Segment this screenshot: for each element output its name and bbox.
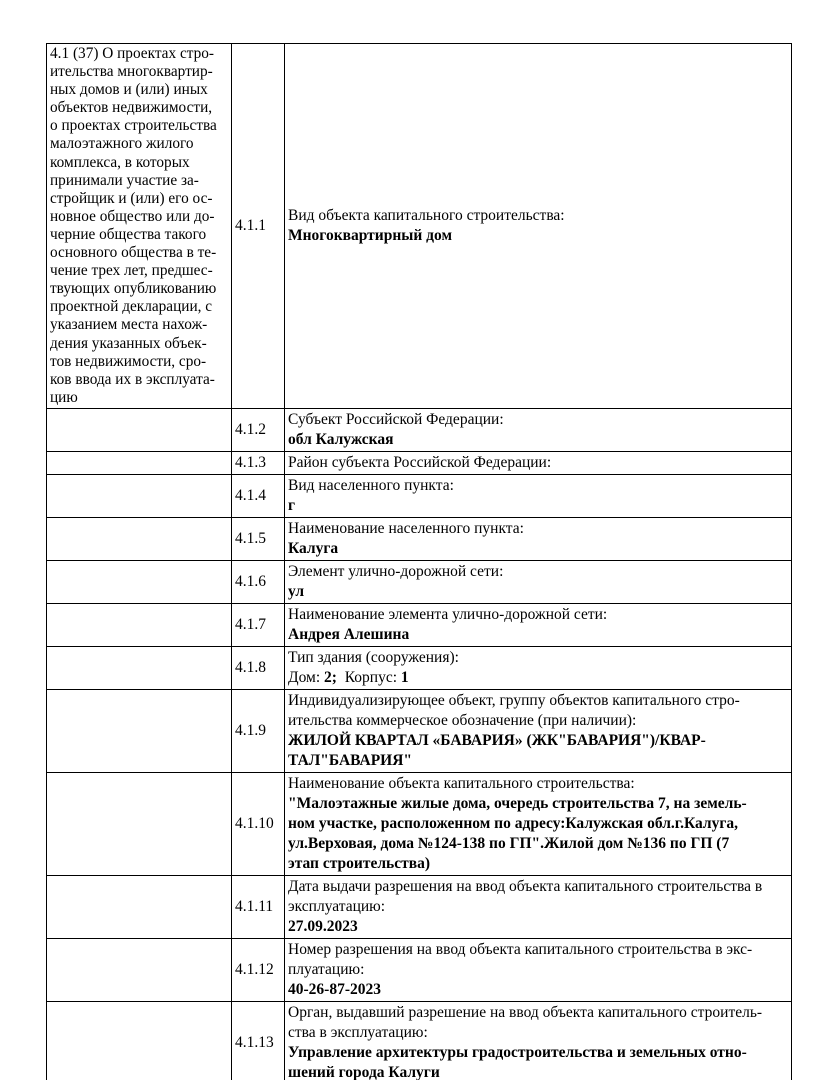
field-value: Многоквартирный дом <box>288 226 453 244</box>
field-value: ном участке, расположенном по адресу:Калужская обл.г.Калуга, <box>288 814 738 832</box>
note-line: черние общества такого <box>50 225 207 243</box>
table-row <box>47 44 792 409</box>
field-value: Андрея Алешина <box>288 625 410 643</box>
note-line: цию <box>50 388 78 406</box>
note-empty-cell <box>47 772 232 875</box>
field-cell <box>285 603 792 646</box>
table-row <box>47 646 792 689</box>
field-label: Наименование элемента улично-дорожной сети: <box>288 605 608 623</box>
row-number: 4.1.13 <box>232 1001 285 1080</box>
table-row <box>47 474 792 517</box>
field-cell <box>285 517 792 560</box>
field-label: Индивидуализирующее объект, группу объектов капитального стро- <box>288 691 740 709</box>
note-empty-cell <box>47 408 232 451</box>
field-label: эксплуатацию: <box>288 897 386 915</box>
field-label: Наименование населенного пункта: <box>288 519 524 537</box>
field-value: г <box>288 496 296 514</box>
field-value: этап строительства) <box>288 854 430 872</box>
field-label: Наименование объекта капитального строительства: <box>288 774 635 792</box>
note-line: тов недвижимости, сро- <box>50 352 207 370</box>
field-value: Калуга <box>288 539 339 557</box>
table-row <box>47 772 792 875</box>
field-cell <box>285 646 792 689</box>
row-number: 4.1.1 <box>232 44 285 409</box>
note-line: малоэтажного жилого <box>50 135 194 153</box>
field-label: плуатацию: <box>288 960 365 978</box>
note-line: комплекса, в которых <box>50 153 190 171</box>
field-value: ул.Верховая, дома №124-138 по ГП".Жилой дом №136 по ГП (7 <box>288 834 730 852</box>
row-number: 4.1.6 <box>232 560 285 603</box>
field-label: Тип здания (сооружения): <box>288 648 459 666</box>
field-label: Вид объекта капитального строительства: <box>288 206 565 224</box>
field-cell <box>285 875 792 938</box>
note-line: дения указанных объек- <box>50 334 207 352</box>
note-empty-cell <box>47 875 232 938</box>
note-cell <box>47 44 232 409</box>
table-row <box>47 1001 792 1080</box>
field-value <box>288 668 788 688</box>
field-label: Вид населенного пункта: <box>288 476 454 494</box>
field-cell <box>285 1001 792 1080</box>
field-label: ства в эксплуатацию: <box>288 1023 428 1041</box>
field-value-part: 2; <box>324 668 337 686</box>
field-label-part: Дом: <box>288 668 325 686</box>
field-label-part: Корпус: <box>336 668 401 686</box>
note-empty-cell <box>47 1001 232 1080</box>
note-line: 4.1 (37) О проектах стро- <box>50 45 215 62</box>
table-body <box>47 44 792 1080</box>
row-number: 4.1.3 <box>232 451 285 474</box>
field-value: ЖИЛОЙ КВАРТАЛ «БАВАРИЯ» (ЖК"БАВАРИЯ")/КВАР- <box>288 731 706 749</box>
note-line: твующих опубликованию <box>50 280 217 298</box>
note-line: ков ввода их в эксплуата- <box>50 370 215 388</box>
field-label: Район субъекта Российской Федерации: <box>288 453 552 471</box>
field-label: Орган, выдавший разрешение на ввод объекта капитального строитель- <box>288 1003 763 1021</box>
field-label: ительства коммерческое обозначение (при наличии): <box>288 711 637 729</box>
note-empty-cell <box>47 474 232 517</box>
note-line: ительства многоквартир- <box>50 63 213 81</box>
table-row <box>47 517 792 560</box>
note-line: проектной декларации, с <box>50 298 213 316</box>
field-value: Управление архитектуры градостроительства и земельных отно- <box>288 1043 747 1061</box>
table-row <box>47 560 792 603</box>
table-row <box>47 875 792 938</box>
field-cell <box>285 938 792 1001</box>
note-empty-cell <box>47 560 232 603</box>
note-line: новное общество или до- <box>50 207 215 225</box>
note-line: чение трех лет, предшес- <box>50 262 213 280</box>
field-value: 27.09.2023 <box>288 917 358 935</box>
field-cell <box>285 451 792 474</box>
field-value: ул <box>288 582 305 600</box>
field-label: Дата выдачи разрешения на ввод объекта капитального строительства в <box>288 877 763 895</box>
declaration-table <box>46 43 792 1080</box>
field-value: ТАЛ"БАВАРИЯ" <box>288 751 413 769</box>
row-number: 4.1.8 <box>232 646 285 689</box>
field-cell <box>285 772 792 875</box>
row-number: 4.1.11 <box>232 875 285 938</box>
field-cell <box>285 560 792 603</box>
note-line: принимали участие за- <box>50 171 199 189</box>
note-line: указанием места нахож- <box>50 316 208 334</box>
row-number: 4.1.10 <box>232 772 285 875</box>
field-label: Номер разрешения на ввод объекта капитального строительства в экс- <box>288 940 753 958</box>
row-number: 4.1.4 <box>232 474 285 517</box>
field-value: 40-26-87-2023 <box>288 980 381 998</box>
field-value: шений города Калуги <box>288 1063 440 1080</box>
field-value-part: 1 <box>400 668 409 686</box>
note-empty-cell <box>47 689 232 772</box>
note-empty-cell <box>47 938 232 1001</box>
note-empty-cell <box>47 451 232 474</box>
table-row <box>47 938 792 1001</box>
row-number: 4.1.12 <box>232 938 285 1001</box>
table-row <box>47 689 792 772</box>
field-cell <box>285 408 792 451</box>
field-value: обл Калужская <box>288 430 394 448</box>
note-empty-cell <box>47 646 232 689</box>
table-row <box>47 408 792 451</box>
note-line: объектов недвижимости, <box>50 99 213 117</box>
row-number: 4.1.9 <box>232 689 285 772</box>
row-number: 4.1.2 <box>232 408 285 451</box>
field-label: Элемент улично-дорожной сети: <box>288 562 504 580</box>
row-number: 4.1.7 <box>232 603 285 646</box>
field-cell <box>285 689 792 772</box>
field-cell <box>285 44 792 409</box>
row-number: 4.1.5 <box>232 517 285 560</box>
table-row <box>47 451 792 474</box>
note-empty-cell <box>47 517 232 560</box>
field-label: Субъект Российской Федерации: <box>288 410 504 428</box>
note-line: о проектах строительства <box>50 117 217 135</box>
field-value: "Малоэтажные жилые дома, очередь строительства 7, на земель- <box>288 794 747 812</box>
note-empty-cell <box>47 603 232 646</box>
note-line: ных домов и (или) иных <box>50 81 208 99</box>
field-cell <box>285 474 792 517</box>
note-line: стройщик и (или) его ос- <box>50 189 213 207</box>
table-row <box>47 603 792 646</box>
note-line: основного общества в те- <box>50 244 217 262</box>
